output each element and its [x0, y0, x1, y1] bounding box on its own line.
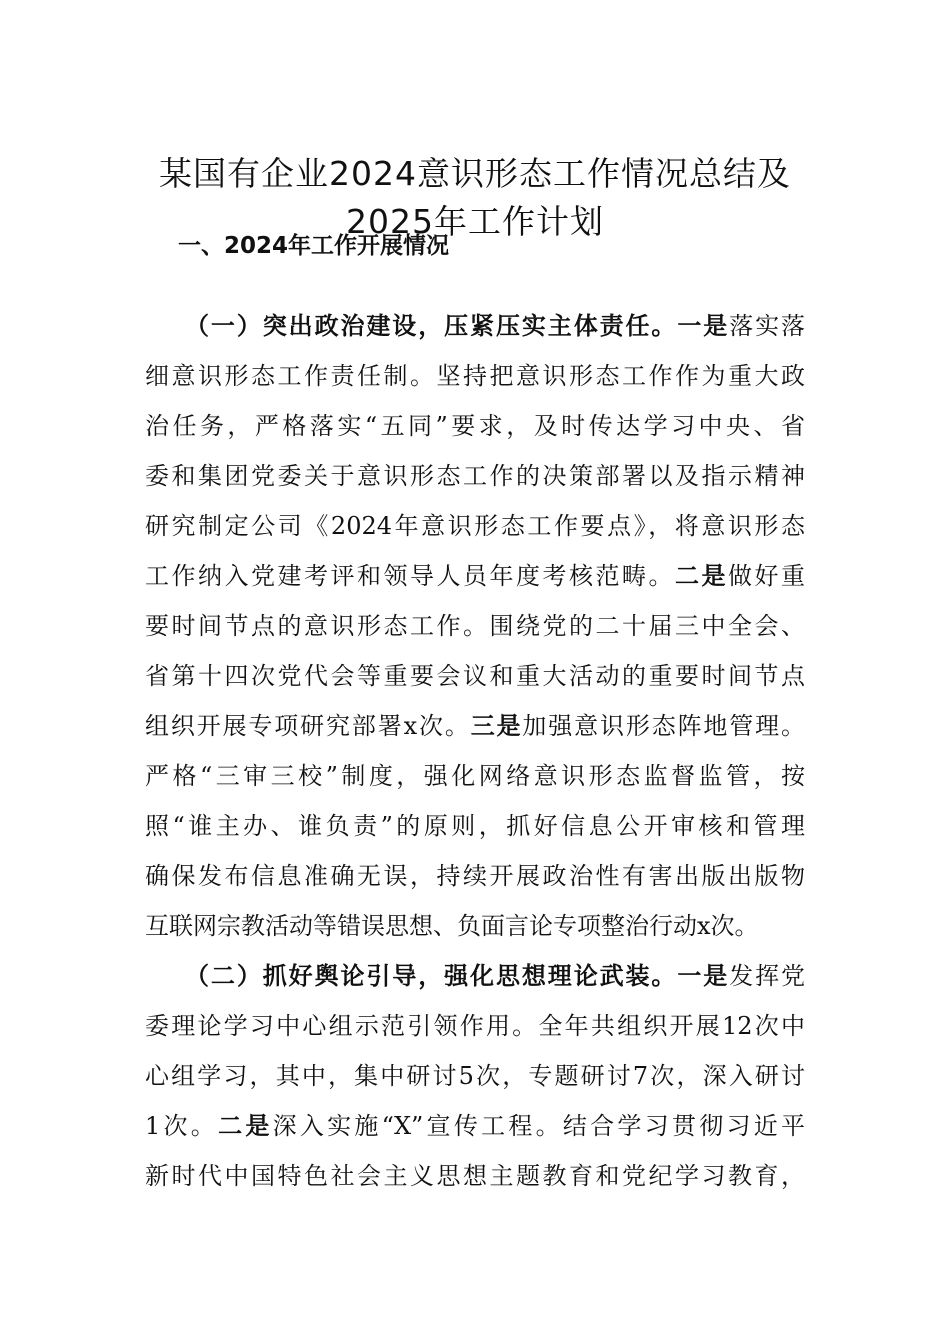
paragraph-line: 严格“三审三校”制度，强化网络意识形态监督监管，按: [145, 762, 805, 790]
paragraph-line: 省第十四次党代会等重要会议和重大活动的重要时间节点: [145, 662, 805, 690]
paragraph-line: 新时代中国特色社会主义思想主题教育和党纪学习教育，: [145, 1162, 805, 1190]
paragraph-line: （二）抓好舆论引导，强化思想理论武装。一是发挥党: [185, 962, 806, 990]
paragraph-line: 组织开展专项研究部署x次。三是加强意识形态阵地管理。: [145, 712, 806, 740]
paragraph-line: 工作纳入党建考评和领导人员年度考核范畴。二是做好重: [145, 562, 805, 590]
title-line-1: 某国有企业2024意识形态工作情况总结及: [159, 154, 791, 194]
paragraph-line: 1次。二是深入实施“X”宣传工程。结合学习贯彻习近平: [145, 1112, 806, 1140]
paragraph-line: 互联网宗教活动等错误思想、负面言论专项整治行动x次。: [145, 912, 759, 940]
paragraph-line: 研究制定公司《2024年意识形态工作要点》，将意识形态: [145, 512, 805, 540]
paragraph-line: 委和集团党委关于意识形态工作的决策部署以及指示精神: [145, 462, 805, 490]
title-line-2: 2025年工作计划: [346, 202, 604, 242]
paragraph-line: 确保发布信息准确无误，持续开展政治性有害出版出版物: [145, 862, 805, 890]
paragraph-line: 心组学习，其中，集中研讨5次，专题研讨7次，深入研讨: [145, 1062, 805, 1090]
paragraph-line: 委理论学习中心组示范引领作用。全年共组织开展12次中: [145, 1012, 805, 1040]
paragraph-line: 要时间节点的意识形态工作。围绕党的二十届三中全会、: [145, 612, 805, 640]
paragraph-line: 治任务，严格落实“五同”要求，及时传达学习中央、省: [145, 412, 805, 440]
section-heading-1: 一、2024年工作开展情况: [178, 233, 450, 259]
paragraph-line: （一）突出政治建设，压紧压实主体责任。一是落实落: [185, 312, 806, 340]
paragraph-line: 照“谁主办、谁负责”的原则，抓好信息公开审核和管理: [145, 812, 805, 840]
paragraph-line: 细意识形态工作责任制。坚持把意识形态工作作为重大政: [145, 362, 805, 390]
